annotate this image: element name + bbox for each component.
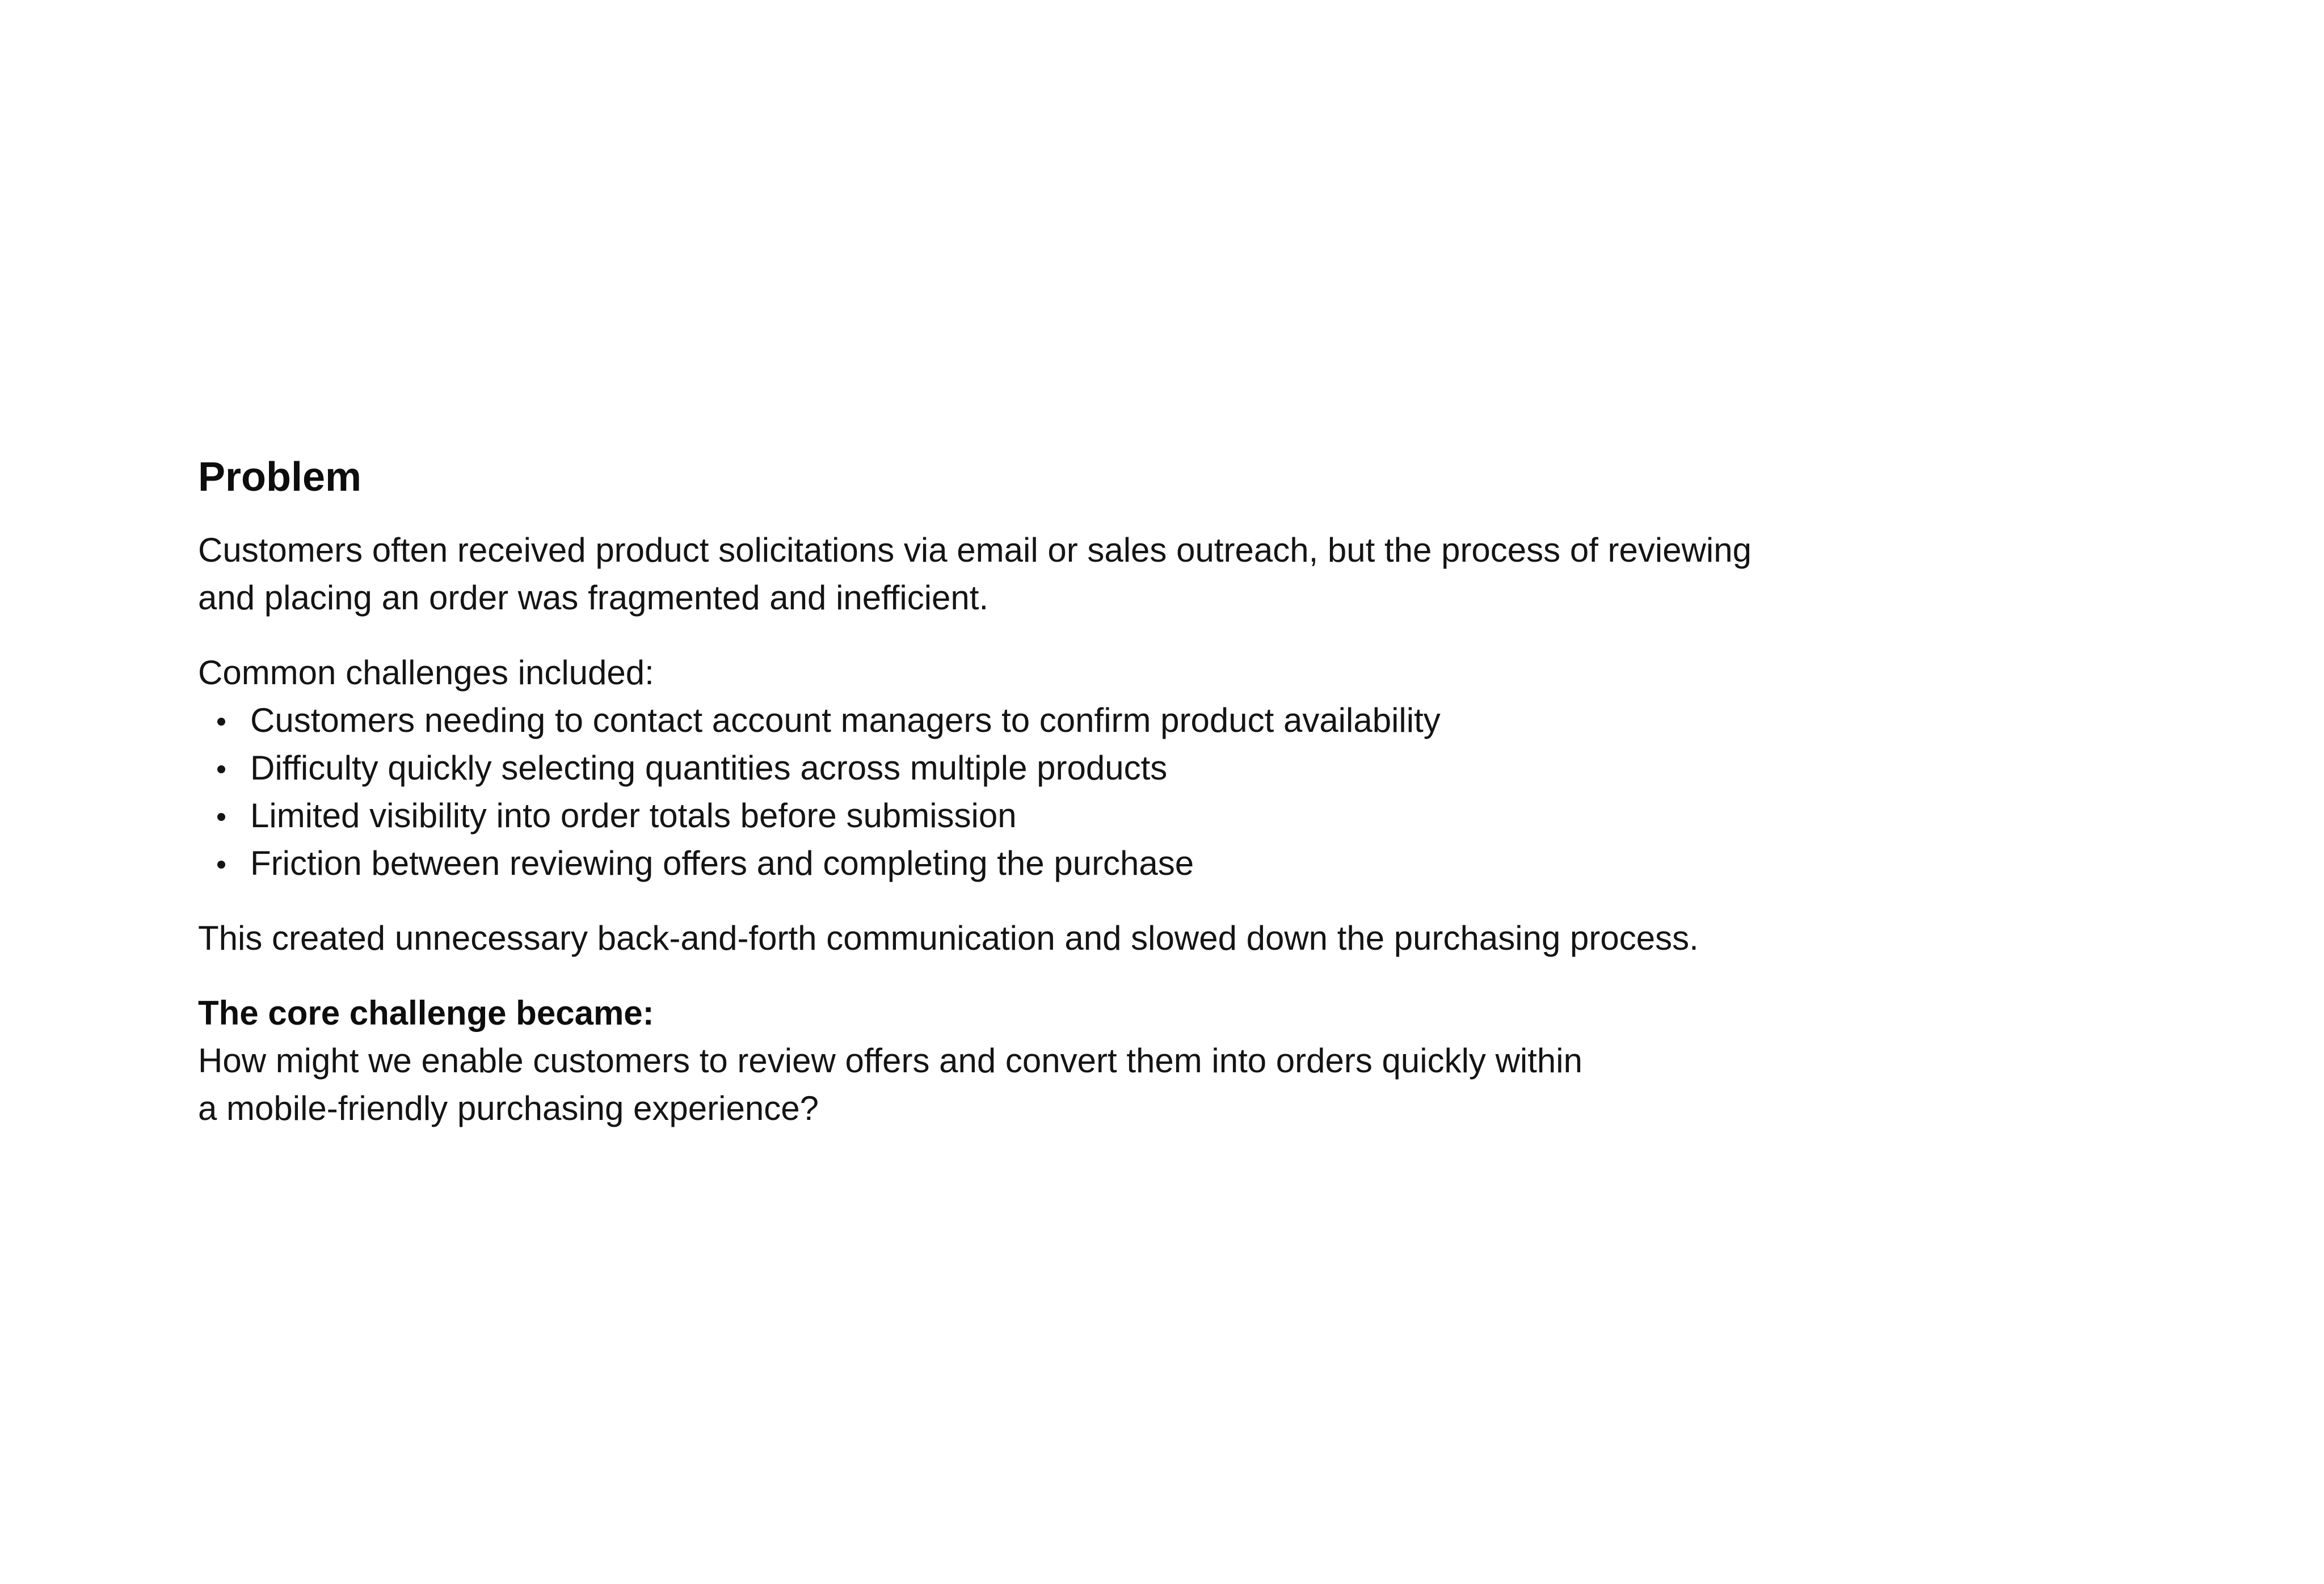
challenge-text: Limited visibility into order totals before submission (250, 797, 1017, 835)
bullet-dot-icon (217, 813, 225, 821)
problem-section (198, 452, 2070, 1132)
bullet-dot-icon (217, 718, 225, 726)
challenges-list (198, 697, 2070, 887)
challenge-text: Difficulty quickly selecting quantities across multiple products (250, 749, 1168, 787)
challenge-item (250, 792, 2070, 840)
intro-paragraph (198, 526, 2070, 622)
core-challenge-question (198, 1037, 2070, 1132)
challenges-label: Common challenges included: (198, 654, 654, 692)
intro-line: and placing an order was fragmented and inefficient. (198, 579, 989, 617)
core-challenge-label: The core challenge became: (198, 994, 654, 1032)
bullet-dot-icon (217, 861, 225, 869)
section-heading: Problem (198, 454, 362, 500)
core-question-line: a mobile-friendly purchasing experience? (198, 1089, 819, 1127)
intro-line: Customers often received product solicitations via email or sales outreach, but the process of reviewing (198, 531, 1752, 569)
challenge-item (250, 697, 2070, 744)
core-question-line: How might we enable customers to review offers and convert them into orders quickly within (198, 1042, 1582, 1080)
challenge-item (250, 744, 2070, 792)
outcome-paragraph: This created unnecessary back-and-forth communication and slowed down the purchasing process. (198, 919, 1699, 957)
bullet-dot-icon (217, 765, 225, 773)
challenge-text: Friction between reviewing offers and completing the purchase (250, 844, 1194, 882)
challenge-item (250, 840, 2070, 887)
challenge-text: Customers needing to contact account managers to confirm product availability (250, 701, 1441, 739)
